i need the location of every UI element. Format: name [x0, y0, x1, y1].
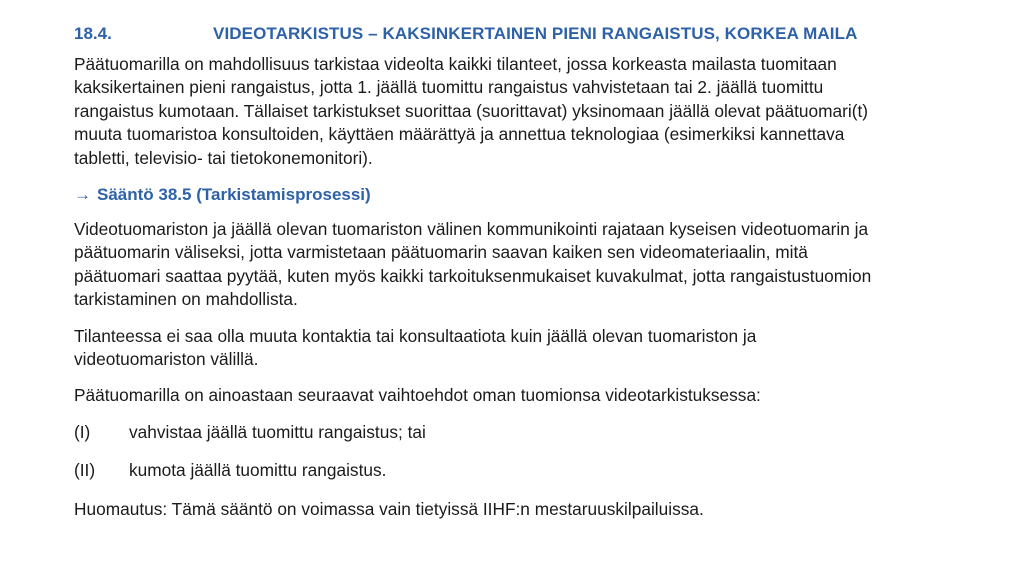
- communication-line: tarkistaminen on mahdollista.: [74, 289, 298, 310]
- communication-line: päätuomari saattaa pyytää, kuten myös kaikki tarkoituksenmukaiset kuvakulmat, jotta rangaistustuomion: [74, 265, 872, 286]
- intro-line: muuta tuomaristoa konsultoiden, käyttäen määrättyä ja annettua teknologiaa (esimerkiksi kannettava: [74, 124, 845, 145]
- intro-paragraph: [74, 53, 1004, 170]
- intro-line: Päätuomarilla on mahdollisuus tarkistaa videolta kaikki tilanteet, jossa korkeasta mailasta tuomitaan: [74, 54, 837, 74]
- document-page: [74, 22, 1004, 534]
- communication-line: Videotuomariston ja jäällä olevan tuomariston välinen kommunikointi rajataan kyseisen videotuomarin ja: [74, 219, 869, 240]
- intro-line: rangaistus kumotaan. Tällaiset tarkistukset suorittaa (suorittavat) yksinomaan jäällä olevat päätuomari(t): [74, 100, 869, 121]
- list-item-text: vahvistaa jäällä tuomittu rangaistus; tai: [129, 421, 426, 442]
- contact-line: videotuomariston välillä.: [74, 349, 259, 370]
- options-intro: Päätuomarilla on ainoastaan seuraavat vaihtoehdot oman tuomionsa videotarkistuksessa:: [74, 385, 761, 406]
- section-number: 18.4.: [74, 24, 112, 43]
- list-item: [74, 421, 1004, 444]
- note-paragraph: Huomautus: Tämä sääntö on voimassa vain tietyissä IIHF:n mestaruuskilpailuissa.: [74, 498, 704, 519]
- list-marker: (I): [74, 421, 91, 442]
- list-item-text: kumota jäällä tuomittu rangaistus.: [129, 460, 387, 481]
- list-marker: (II): [74, 460, 96, 481]
- contact-line: Tilanteessa ei saa olla muuta kontaktia tai konsultaatiota kuin jäällä olevan tuomariston ja: [74, 325, 757, 346]
- intro-line: kaksikertainen pieni rangaistus, jotta 1. jäällä tuomittu rangaistus vahvistetaan tai 2. jäällä tuomittu: [74, 77, 824, 98]
- communication-paragraph: [74, 218, 1004, 312]
- contact-paragraph: [74, 325, 1004, 372]
- rule-reference-link[interactable]: [74, 183, 1004, 206]
- communication-line: päätuomarin väliseksi, jotta varmistetaan päätuomarin saavan kaiken sen videomateriaalin, mitä: [74, 242, 808, 263]
- intro-line: tabletti, televisio- tai tietokonemonitori).: [74, 147, 373, 168]
- section-title: VIDEOTARKISTUS – KAKSINKERTAINEN PIENI RANGAISTUS, KORKEA MAILA: [213, 24, 858, 43]
- rule-reference-text: Sääntö 38.5 (Tarkistamisprosessi): [97, 185, 371, 205]
- list-item: [74, 459, 1004, 482]
- arrow-right-icon: →: [74, 185, 91, 205]
- section-heading: [74, 22, 1004, 46]
